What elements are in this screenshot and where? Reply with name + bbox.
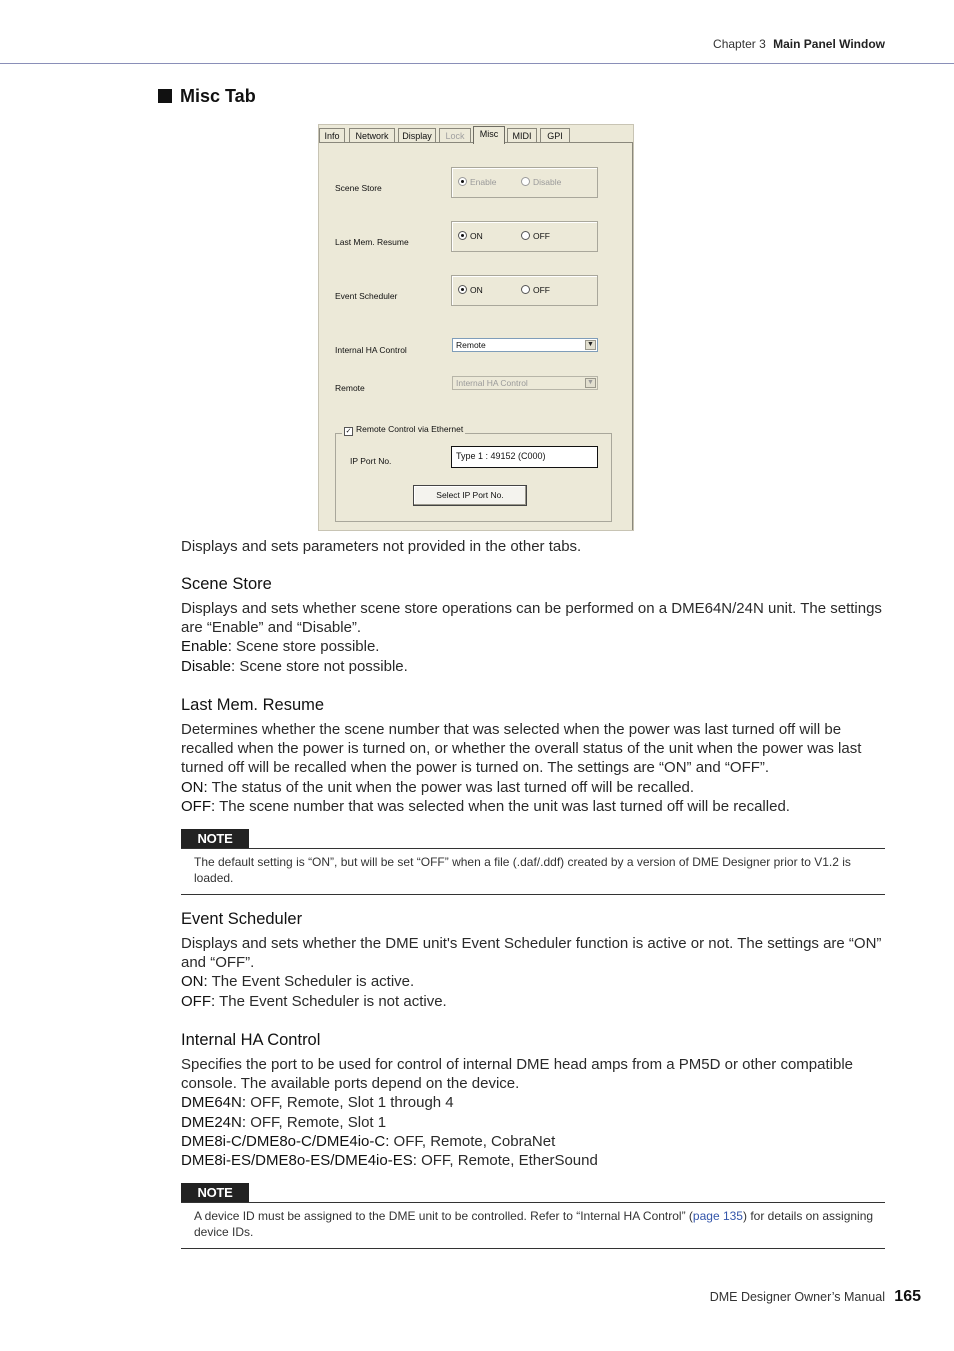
ip-port-field[interactable]: Type 1 : 49152 (C000) bbox=[451, 446, 598, 468]
ha-control-select[interactable] bbox=[452, 338, 598, 352]
last-mem-label: Last Mem. Resume bbox=[335, 237, 409, 247]
radio-selected-icon bbox=[458, 231, 467, 240]
header-rule bbox=[0, 63, 954, 64]
last-mem-desc: Determines whether the scene number that was selected when the power was last turned off will be recalled when the power is turned on, or whether the overall status of the unit when the power was last turned off will be recalled when the power is turned on. The settings are “ON” and “OFF”. bbox=[181, 721, 862, 777]
term: DME64N: bbox=[181, 1094, 247, 1112]
ip-port-label: IP Port No. bbox=[350, 456, 392, 466]
scene-store-group bbox=[451, 167, 598, 198]
ha-control-heading: Internal HA Control bbox=[181, 1031, 321, 1049]
last-mem-body bbox=[181, 720, 891, 816]
tab-midi[interactable]: MIDI bbox=[507, 128, 537, 143]
last-mem-heading: Last Mem. Resume bbox=[181, 696, 325, 714]
tab-network[interactable]: Network bbox=[349, 128, 395, 143]
scene-store-enable-def bbox=[181, 637, 891, 656]
note-box-1 bbox=[181, 829, 885, 895]
event-scheduler-desc: Displays and sets whether the DME unit's Event Scheduler function is active or not. The settings are “ON” and “OFF”. bbox=[181, 935, 882, 972]
ha-control-row bbox=[181, 1113, 891, 1132]
note-text bbox=[194, 1208, 874, 1241]
term: DME8i-ES/DME8o-ES/DME4io-ES: bbox=[181, 1152, 417, 1170]
chapter-label: Chapter 3 bbox=[713, 37, 766, 51]
event-scheduler-off-radio[interactable] bbox=[521, 285, 550, 295]
ha-control-row bbox=[181, 1093, 891, 1112]
event-scheduler-off-def bbox=[181, 992, 891, 1011]
scene-store-desc: Displays and sets whether scene store operations can be performed on a DME64N/24N unit. The settings are “Enable” and “Disable”. bbox=[181, 600, 882, 637]
section-title bbox=[158, 86, 256, 107]
ha-control-value: Remote bbox=[456, 340, 486, 350]
remote-label: Remote bbox=[335, 383, 365, 393]
ha-control-row bbox=[181, 1151, 891, 1170]
page-link[interactable]: page 135 bbox=[692, 1209, 743, 1223]
term: OFF: bbox=[181, 992, 216, 1010]
radio-label: ON bbox=[470, 285, 483, 295]
event-scheduler-on-def bbox=[181, 972, 891, 991]
definition: The Event Scheduler is active. bbox=[211, 973, 415, 991]
term: Disable: bbox=[181, 657, 236, 675]
chapter-header bbox=[713, 37, 885, 51]
intro-text: Displays and sets parameters not provided in the other tabs. bbox=[181, 538, 582, 555]
note-text: The default setting is “ON”, but will be set “OFF” when a file (.daf/.ddf) created by a version of DME Designer prior to V1.2 is loaded. bbox=[194, 855, 851, 886]
square-bullet-icon bbox=[158, 89, 172, 103]
remote-value: Internal HA Control bbox=[456, 378, 528, 388]
event-scheduler-body bbox=[181, 934, 891, 1011]
term: Enable: bbox=[181, 638, 232, 656]
definition: The status of the unit when the power was last turned off will be recalled. bbox=[211, 778, 695, 796]
tab-info[interactable]: Info bbox=[319, 128, 345, 143]
radio-label: ON bbox=[470, 231, 483, 241]
misc-tab-dialog bbox=[318, 124, 634, 531]
note-rule-top bbox=[181, 848, 885, 849]
page-number: 165 bbox=[894, 1288, 921, 1305]
last-mem-off-def bbox=[181, 797, 891, 816]
note-rule-bottom bbox=[181, 894, 885, 895]
radio-label: OFF bbox=[533, 285, 550, 295]
radio-icon bbox=[521, 231, 530, 240]
last-mem-off-radio[interactable] bbox=[521, 231, 550, 241]
scene-store-disable-radio[interactable] bbox=[521, 177, 561, 187]
radio-label: Disable bbox=[533, 177, 562, 187]
event-scheduler-on-radio[interactable] bbox=[458, 285, 483, 295]
tab-misc[interactable]: Misc bbox=[473, 126, 505, 144]
remote-ethernet-checkbox[interactable] bbox=[342, 424, 465, 436]
tab-lock[interactable]: Lock bbox=[439, 128, 471, 143]
radio-icon bbox=[521, 177, 530, 186]
definition: OFF, Remote, Slot 1 bbox=[250, 1113, 387, 1131]
note-text-part: ) for details on assigning device IDs. bbox=[194, 1209, 874, 1240]
misc-tab-panel bbox=[319, 142, 633, 530]
chapter-title: Main Panel Window bbox=[773, 37, 885, 51]
ha-control-row bbox=[181, 1132, 891, 1151]
ha-control-desc: Specifies the port to be used for control of internal DME head amps from a PM5D or other compatible console. The available ports depend on the device. bbox=[181, 1056, 853, 1093]
chevron-down-icon[interactable]: ▼ bbox=[585, 340, 596, 350]
radio-icon bbox=[521, 285, 530, 294]
tab-gpi[interactable]: GPI bbox=[540, 128, 570, 143]
definition: OFF, Remote, EtherSound bbox=[421, 1152, 598, 1170]
term: ON: bbox=[181, 973, 208, 991]
event-scheduler-group bbox=[451, 275, 598, 306]
radio-selected-icon bbox=[458, 285, 467, 294]
remote-select[interactable] bbox=[452, 376, 598, 390]
definition: The scene number that was selected when the unit was last turned off will be recalled. bbox=[219, 797, 790, 815]
radio-selected-icon bbox=[458, 177, 467, 186]
checkbox-checked-icon: ✓ bbox=[345, 428, 352, 435]
definition: Scene store possible. bbox=[236, 638, 380, 656]
term: DME8i-C/DME8o-C/DME4io-C: bbox=[181, 1132, 390, 1150]
last-mem-group bbox=[451, 221, 598, 252]
term: DME24N: bbox=[181, 1113, 247, 1131]
footer-manual-title: DME Designer Owner’s Manual bbox=[709, 1290, 885, 1304]
last-mem-on-def bbox=[181, 778, 891, 797]
note-text-part: A device ID must be assigned to the DME unit to be controlled. Refer to “Internal HA Control” ( bbox=[194, 1209, 693, 1223]
definition: OFF, Remote, Slot 1 through 4 bbox=[250, 1094, 454, 1112]
ha-control-label: Internal HA Control bbox=[335, 345, 407, 355]
scene-store-body bbox=[181, 599, 891, 676]
select-ip-port-button[interactable]: Select IP Port No. bbox=[413, 485, 527, 506]
ha-control-body bbox=[181, 1055, 891, 1170]
event-scheduler-label: Event Scheduler bbox=[335, 291, 398, 301]
scene-store-heading: Scene Store bbox=[181, 575, 272, 593]
radio-label: OFF bbox=[533, 231, 550, 241]
term: OFF: bbox=[181, 797, 216, 815]
radio-label: Enable bbox=[470, 177, 497, 187]
note-tag: NOTE bbox=[181, 829, 249, 848]
last-mem-on-radio[interactable] bbox=[458, 231, 483, 241]
tab-display[interactable]: Display bbox=[398, 128, 436, 143]
scene-store-disable-def bbox=[181, 657, 891, 676]
definition: The Event Scheduler is not active. bbox=[219, 992, 447, 1010]
scene-store-enable-radio[interactable] bbox=[458, 177, 496, 187]
note-box-2 bbox=[181, 1183, 885, 1249]
section-title-text: Misc Tab bbox=[180, 86, 256, 106]
definition: OFF, Remote, CobraNet bbox=[393, 1132, 556, 1150]
term: ON: bbox=[181, 778, 208, 796]
note-rule-bottom bbox=[181, 1248, 885, 1249]
checkbox-label: Remote Control via Ethernet bbox=[356, 424, 464, 434]
chevron-down-icon[interactable]: ▼ bbox=[585, 378, 596, 388]
definition: Scene store not possible. bbox=[239, 657, 408, 675]
event-scheduler-heading: Event Scheduler bbox=[181, 910, 303, 928]
scene-store-label: Scene Store bbox=[335, 183, 382, 193]
note-tag: NOTE bbox=[181, 1183, 249, 1202]
note-rule-top bbox=[181, 1202, 885, 1203]
